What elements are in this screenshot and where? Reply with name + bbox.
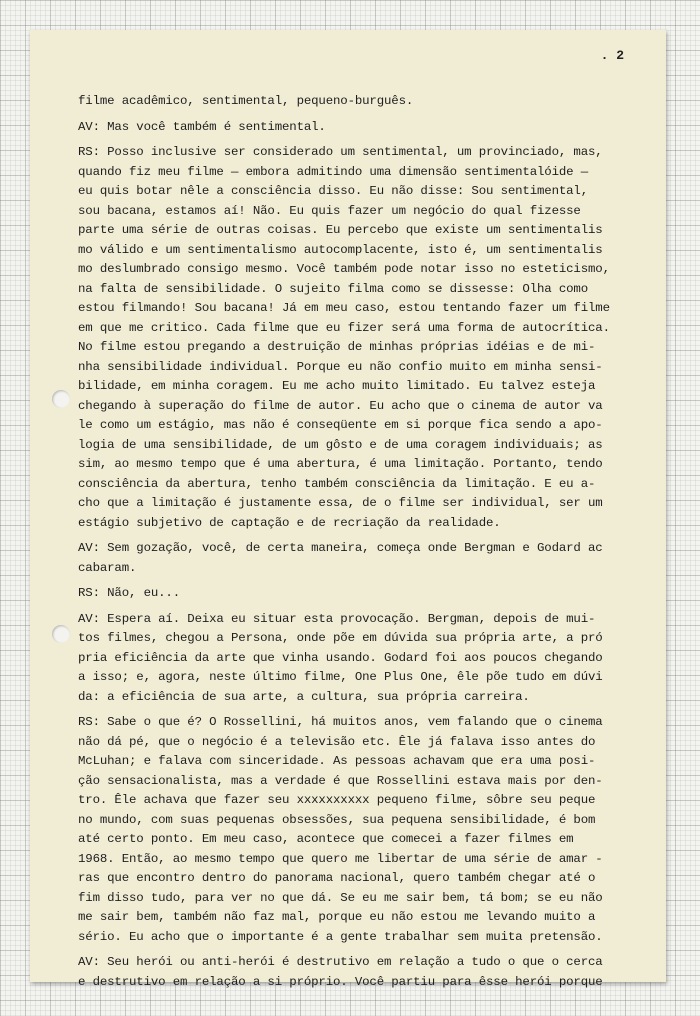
text-line: estágio subjetivo de captação e de recriação da realidade. [78, 515, 501, 530]
paragraph [78, 143, 638, 533]
text-line: ras que encontro dentro do panorama nacional, quero também chegar até o [78, 871, 596, 885]
text-line: da: a eficiência de sua arte, a cultura, sua própria carreira. [78, 689, 530, 704]
text-line: cabaram. [78, 560, 137, 575]
text-line: cho que a limitação é justamente essa, de o filme ser individual, ser um [78, 496, 603, 510]
text-line: mo deslumbrado consigo mesmo. Você também pode notar isso no esteticismo, [78, 262, 610, 276]
text-line: na falta de sensibilidade. O sujeito filma como se dissesse: Olha como [78, 281, 588, 296]
paragraph [78, 953, 638, 992]
text-line: AV: Mas você também é sentimental. [78, 119, 326, 134]
text-line: a isso; e, agora, neste último filme, One Plus One, êle põe tudo em dúvi [78, 670, 603, 684]
text-line: em que me critico. Cada filme que eu fizer será uma forma de autocrítica. [78, 320, 610, 335]
paragraph [78, 92, 638, 112]
transcript-text [78, 92, 638, 992]
text-line: AV: Sem gozação, você, de certa maneira, começa onde Bergman e Godard ac [78, 541, 603, 555]
text-line: RS: Posso inclusive ser considerado um sentimental, um provinciado, mas, [78, 145, 603, 159]
text-line: consciência da abertura, tenho também consciência da limitação. E eu a- [78, 476, 596, 491]
paragraph [78, 713, 638, 947]
text-line: tos filmes, chegou a Persona, onde põe em dúvida sua própria arte, a pró [78, 631, 603, 645]
text-line: sou bacana, estamos aí! Não. Eu quis fazer um negócio do qual fizesse [78, 203, 581, 218]
text-line: sério. Eu acho que o importante é a gente trabalhar sem muita pretensão. [78, 929, 603, 944]
text-line: filme acadêmico, sentimental, pequeno-burguês. [78, 94, 414, 108]
text-line: e destrutivo em relação a si próprio. Você partiu para êsse herói porque [78, 974, 603, 989]
text-line: ção sensacionalista, mas a verdade é que Rossellini estava mais por den- [78, 773, 603, 788]
paragraph [78, 118, 638, 138]
text-line: RS: Sabe o que é? O Rossellini, há muitos anos, vem falando que o cinema [78, 715, 603, 729]
text-line: não dá pé, que o negócio é a televisão etc. Êle já falava isso antes do [78, 734, 596, 749]
text-line: No filme estou pregando a destruição de minhas próprias idéias e de mi- [78, 340, 596, 354]
text-line: estou filmando! Sou bacana! Já em meu caso, estou tentando fazer um filme [78, 301, 610, 315]
text-line: nha sensibilidade individual. Porque eu não confio muito em minha sensi- [78, 359, 603, 374]
text-line: chegando à superação do filme de autor. Eu acho que o cinema de autor va [78, 398, 603, 413]
text-line: parte uma série de outras coisas. Eu percebo que existe um sentimentalis [78, 223, 603, 237]
paragraph [78, 584, 638, 604]
text-line: tro. Êle achava que fazer seu xxxxxxxxxx pequeno filme, sôbre seu peque [78, 793, 596, 807]
text-line: me sair bem, também não faz mal, porque eu não estou me levando muito a [78, 910, 596, 924]
typewritten-page [30, 30, 666, 989]
text-line: fim disso tudo, para ver no que dá. Se eu me sair bem, tá bom; se eu não [78, 890, 603, 905]
paragraph [78, 610, 638, 708]
text-line: sim, ao mesmo tempo que é uma abertura, é uma limitação. Portanto, tendo [78, 457, 603, 471]
text-line: até certo ponto. Em meu caso, acontece que comecei a fazer filmes em [78, 832, 574, 846]
text-line: le como um estágio, mas não é conseqüente em si porque fica sendo a apo- [78, 418, 603, 432]
text-line: AV: Seu herói ou anti-herói é destrutivo em relação a tudo o que o cerca [78, 955, 603, 969]
text-line: pria eficiência da arte que vinha usando. Godard foi aos poucos chegando [78, 650, 603, 665]
paragraph [78, 539, 638, 578]
text-line: no mundo, com suas pequenas obsessões, sua pequena sensibilidade, é bom [78, 812, 596, 827]
punch-hole [52, 625, 70, 643]
text-line: eu quis botar nêle a consciência disso. Eu não disse: Sou sentimental, [78, 184, 588, 198]
text-line: mo válido e um sentimentalismo autocomplacente, isto é, um sentimentalis [78, 242, 603, 257]
punch-hole [52, 390, 70, 408]
text-line: RS: Não, eu... [78, 586, 180, 600]
text-line: McLuhan; e falava com sinceridade. As pessoas achavam que era uma posi- [78, 754, 596, 768]
text-line: AV: Espera aí. Deixa eu situar esta provocação. Bergman, depois de mui- [78, 611, 596, 626]
text-line: bilidade, em minha coragem. Eu me acho muito limitado. Eu talvez esteja [78, 379, 596, 393]
page-number: . 2 [600, 48, 624, 63]
text-line: logia de uma sensibilidade, de um gôsto e de uma coragem individuais; as [78, 437, 603, 452]
text-line: quando fiz meu filme — embora admitindo uma dimensão sentimentalóide — [78, 164, 588, 179]
text-line: 1968. Então, ao mesmo tempo que quero me libertar de uma série de amar - [78, 851, 603, 866]
